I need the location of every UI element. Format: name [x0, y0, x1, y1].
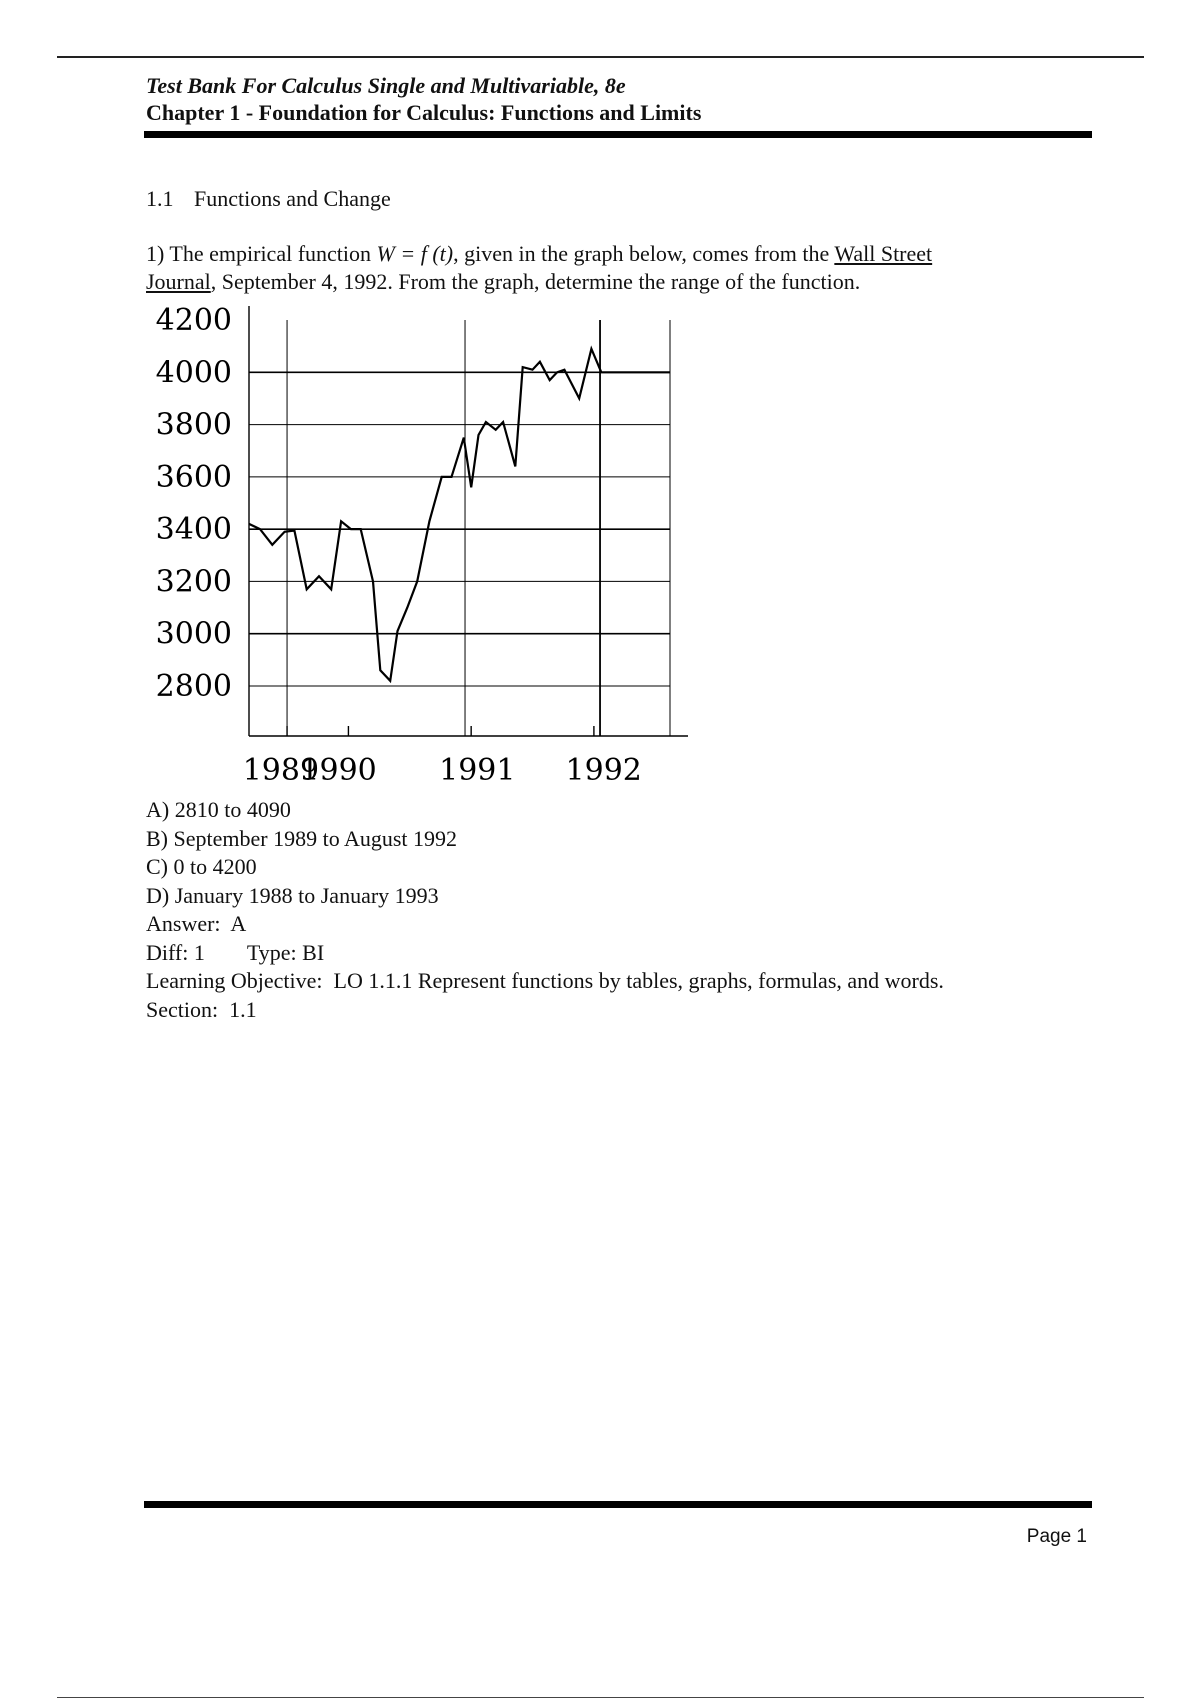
- section-number: 1.1: [146, 186, 174, 211]
- question-formula: W = f (t): [376, 241, 454, 266]
- dow-jones-line-chart: [142, 298, 702, 800]
- question-type: Type: BI: [246, 939, 325, 965]
- y-tick-label-3800: 3800: [155, 407, 232, 443]
- chapter-title: Chapter 1 - Foundation for Calculus: Functions and Limits: [146, 100, 702, 125]
- y-tick-label-4000: 4000: [155, 355, 232, 391]
- source-name-part2: Journal: [146, 269, 211, 294]
- section-heading: [146, 186, 391, 212]
- choice-d: D) January 1988 to January 1993: [146, 882, 439, 908]
- y-tick-label-3600: 3600: [155, 459, 232, 495]
- source-name-part1: Wall Street: [834, 241, 933, 266]
- page-number: Page 1: [1026, 1526, 1087, 1547]
- difficulty-type-line: [146, 939, 1126, 968]
- book-title: Test Bank For Calculus Single and Multivariable, 8e: [146, 73, 626, 98]
- question-suffix: , September 4, 1992. From the graph, determine the range of the function.: [210, 269, 861, 294]
- y-tick-label-3000: 3000: [155, 616, 232, 652]
- page-header: [146, 72, 1096, 126]
- bottom-border-line: [57, 1697, 1144, 1698]
- x-tick-label-1991: 1991: [439, 753, 516, 788]
- question-middle: , given in the graph below, comes from the: [453, 241, 835, 266]
- x-tick-label-1990: 1990: [300, 753, 377, 788]
- data-series-line: [249, 349, 670, 681]
- top-border-line: [57, 56, 1144, 58]
- difficulty: Diff: 1: [146, 939, 205, 965]
- choice-b: B) September 1989 to August 1992: [146, 825, 458, 851]
- learning-objective: Learning Objective: LO 1.1.1 Represent functions by tables, graphs, formulas, and words.: [146, 968, 944, 993]
- x-tick-label-1992: 1992: [565, 753, 642, 788]
- choice-c: C) 0 to 4200: [146, 854, 257, 879]
- y-tick-label-3400: 3400: [155, 512, 232, 548]
- y-tick-label-4200: 4200: [155, 303, 232, 338]
- y-tick-label-2800: 2800: [155, 669, 232, 704]
- section-reference: Section: 1.1: [146, 996, 257, 1022]
- x-tick-label-1989: 1989: [242, 753, 320, 788]
- footer-rule: [144, 1501, 1092, 1508]
- question-text: [146, 240, 1046, 296]
- choice-a: A) 2810 to 4090: [146, 797, 291, 822]
- question-prefix: 1) The empirical function: [146, 241, 377, 266]
- y-tick-label-3200: 3200: [155, 564, 232, 600]
- answer-block: [146, 796, 1126, 1024]
- header-rule: [144, 131, 1092, 138]
- answer-key: Answer: A: [146, 911, 247, 936]
- section-title: Functions and Change: [194, 186, 391, 211]
